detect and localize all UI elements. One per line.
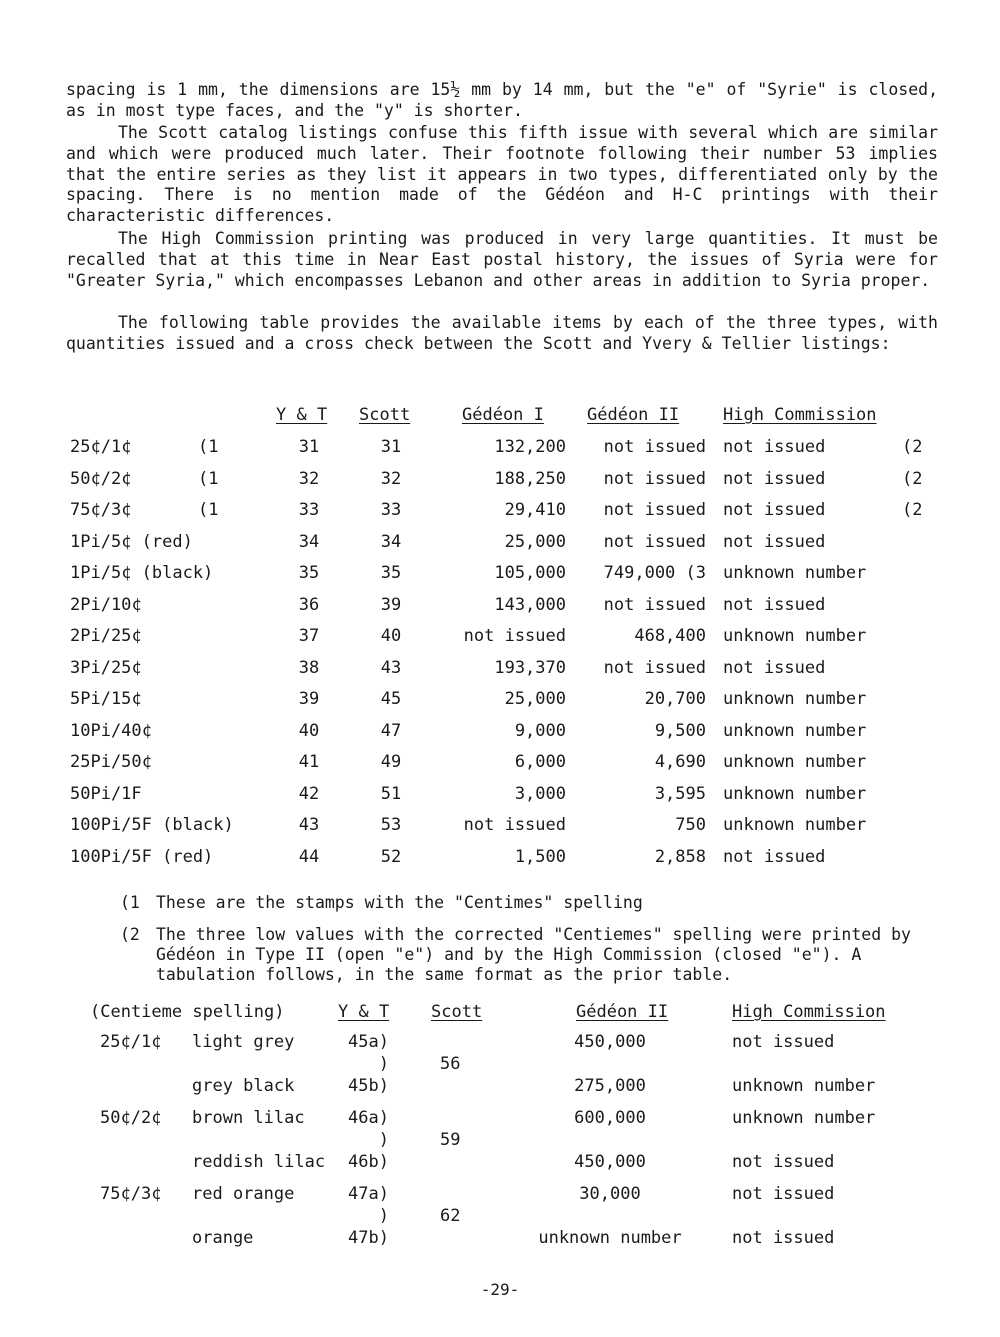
cell-g2: not issued [603,657,706,678]
cell-g2: 2,858 [654,846,706,867]
cell-hc: not issued [723,437,826,457]
header-yt: Y & T [338,1002,390,1022]
cell-value: 2Pi/10¢ [70,594,142,615]
paragraph-table-intro: The following table provides the available items by each of the three types, with quantities issued and a cross check between the Scott and Yvery & Tellier listings: [66,313,938,353]
cell-yt: 37 [298,626,320,646]
cell-yt: 36 [298,594,320,615]
footnote-mark: (2 [120,925,140,944]
cell-g2: 450,000 [574,1032,646,1052]
cell-g2: 3,595 [654,783,706,804]
cell-yt: 45a) [348,1032,389,1052]
cell-g2: 749,000 (3 [603,563,706,583]
cell-hc: not issued [732,1184,835,1204]
cell-color: orange [192,1228,254,1248]
cell-ref: (1 [198,468,219,489]
table-row [66,469,946,495]
cell-yt: 46a) [348,1108,389,1128]
cell-hc: unknown number [732,1076,876,1096]
cell-yt: 41 [298,752,320,772]
cell-color: grey black [192,1076,295,1096]
cell-g1: not issued [463,815,566,835]
paragraph-scott-listings: The Scott catalog listings confuse this fifth issue with several which are similar and which were produced much later. Their footnote following their number 53 implies that the entire series as they list it appears in two types, differentiated only by the spacing. There is no mention made of the Gédéon and H-C printings with their characteristic differences. [66,123,938,226]
cell-g2: not issued [603,468,706,489]
table-row [66,658,946,684]
cell-ref: (1 [198,437,219,457]
cell-yt: 32 [298,468,320,489]
header-high-commission: High Commission [732,1002,886,1022]
table-row [66,815,946,841]
cell-yt: 46b) [348,1152,389,1172]
paragraph-high-commission: The High Commission printing was produced in very large quantities. It must be recalled that at this time in Near East postal history, the issues of Syria were for "Greater Syria," which encompasses Lebanon and other areas in addition to Syria proper. [66,229,938,290]
cell-scott: 56 [440,1054,461,1074]
cell-hc: unknown number [723,783,867,804]
header-gedeon-2: Gédéon II [587,405,680,425]
footnote-2 [120,925,940,985]
cell-yt: ) [378,1130,389,1150]
cell-hc: not issued [732,1152,835,1172]
table-row [66,689,946,715]
cell-hc: unknown number [723,752,867,772]
cell-hc: not issued [723,846,826,867]
cell-yt: 47a) [348,1184,389,1204]
cell-scott: 45 [380,689,402,709]
table-row [66,721,946,747]
cell-yt: 31 [298,437,320,457]
footnote-1 [120,893,940,913]
cell-g2: 30,000 [579,1184,641,1204]
cell-value: 50Pi/1F [70,783,142,804]
table-row [66,595,946,621]
cell-hc: not issued [723,500,826,520]
cell-value: 75¢/3¢ [100,1184,162,1204]
cell-g2: 750 [675,815,706,835]
table-row [66,532,946,558]
cell-hc: unknown number [723,563,867,583]
cell-value: 50¢/2¢ [70,468,132,489]
header-gedeon-2: Gédéon II [576,1002,669,1022]
cell-hc: not issued [723,531,826,552]
cell-yt: ) [378,1206,389,1226]
cell-g1: 132,200 [494,437,566,457]
cell-scott: 32 [380,468,402,489]
cell-value: 75¢/3¢ [70,500,132,520]
cell-scott: 59 [440,1130,461,1150]
cell-g2: not issued [603,437,706,457]
cell-g1: 29,410 [504,500,566,520]
cell-g2: unknown number [538,1228,682,1248]
cell-hc: not issued [723,468,826,489]
cell-scott: 40 [380,626,402,646]
cell-hc: not issued [723,657,826,678]
cell-value: 25Pi/50¢ [70,752,152,772]
cell-scott: 43 [380,657,402,678]
cell-hc: unknown number [723,720,867,741]
cell-yt: 39 [298,689,320,709]
cell-g1: 9,000 [514,720,566,741]
cell-yt: 47b) [348,1228,389,1248]
header-high-commission: High Commission [723,405,877,425]
cell-scott: 53 [380,815,402,835]
cell-scott: 33 [380,500,402,520]
cell-color: red orange [192,1184,295,1204]
cell-g1: 3,000 [514,783,566,804]
cell-g2: 450,000 [574,1152,646,1172]
table-header-row [90,1002,970,1028]
cell-g1: 1,500 [514,846,566,867]
cell-value: 100Pi/5F (red) [70,846,214,867]
cell-value: 25¢/1¢ [100,1032,162,1052]
cell-yt: 35 [298,563,320,583]
cell-scott: 39 [380,594,402,615]
cell-scott: 35 [380,563,402,583]
cell-g1: 6,000 [514,752,566,772]
table-header-row [66,405,946,431]
cell-hc: unknown number [723,626,867,646]
cell-color: reddish lilac [192,1152,326,1172]
table-row [66,626,946,652]
footnote-text: The three low values with the corrected "Centiemes" spelling were printed by Gédéon in Type II (open "e") and by the High Commission (closed "e"). A tabulation follows, in the same format as the prior table. [156,925,911,984]
cell-ref2: (2 [902,468,923,489]
cell-scott: 47 [380,720,402,741]
cell-g2: not issued [603,594,706,615]
cell-g2: not issued [603,500,706,520]
cell-yt: 43 [298,815,320,835]
cell-yt: 34 [298,531,320,552]
cell-scott: 49 [380,752,402,772]
cell-g1: 188,250 [494,468,566,489]
table-row [90,1228,970,1254]
cell-value: 25¢/1¢ [70,437,132,457]
cell-yt: 33 [298,500,320,520]
header-yt: Y & T [276,405,328,425]
footnote-mark: (1 [120,893,140,912]
cell-g2: not issued [603,531,706,552]
cell-ref2: (2 [902,500,923,520]
table-row [66,563,946,589]
cell-g2: 4,690 [654,752,706,772]
cell-hc: not issued [723,594,826,615]
cell-g2: 9,500 [654,720,706,741]
cell-g1: 193,370 [494,657,566,678]
header-scott: Scott [431,1002,483,1022]
cell-value: 1Pi/5¢ (black) [70,563,214,583]
table-row [66,437,946,463]
cell-hc: unknown number [723,689,867,709]
cell-yt: 44 [298,846,320,867]
footnotes [120,893,940,993]
header-gedeon-1: Gédéon I [462,405,544,425]
cell-scott: 62 [440,1206,461,1226]
cell-hc: unknown number [723,815,867,835]
cell-value: 50¢/2¢ [100,1108,162,1128]
cell-yt: 38 [298,657,320,678]
cell-g2: 468,400 [634,626,706,646]
cell-value: 5Pi/15¢ [70,689,142,709]
cell-g2: 20,700 [644,689,706,709]
cell-scott: 51 [380,783,402,804]
table-row [66,784,946,810]
cell-hc: not issued [732,1032,835,1052]
paragraph-spacing: spacing is 1 mm, the dimensions are 15½ mm by 14 mm, but the "e" of "Syrie" is closed, as in most type faces, and the "y" is shorter. [66,80,938,120]
header-scott: Scott [359,405,411,425]
cell-g2: 600,000 [574,1108,646,1128]
table-row [90,1076,970,1102]
cell-value: 3Pi/25¢ [70,657,142,678]
cell-hc: not issued [732,1228,835,1248]
cell-yt: 42 [298,783,320,804]
cell-value: 100Pi/5F (black) [70,815,234,835]
table-row [66,752,946,778]
cell-ref: (1 [198,500,219,520]
page-number: -29- [480,1280,520,1299]
cell-color: light grey [192,1032,295,1052]
cell-ref2: (2 [902,437,923,457]
table-row [66,847,946,873]
footnote-text: These are the stamps with the "Centimes" spelling [156,893,643,912]
cell-scott: 34 [380,531,402,552]
cell-hc: unknown number [732,1108,876,1128]
cell-value: 1Pi/5¢ (red) [70,531,193,552]
cell-g1: not issued [463,626,566,646]
cell-yt: 40 [298,720,320,741]
table-row [90,1152,970,1178]
cell-scott: 31 [380,437,402,457]
cell-color: brown lilac [192,1108,305,1128]
cell-g1: 143,000 [494,594,566,615]
cell-g1: 25,000 [504,689,566,709]
cell-value: 2Pi/25¢ [70,626,142,646]
cell-scott: 52 [380,846,402,867]
table-row [66,500,946,526]
cell-g1: 25,000 [504,531,566,552]
cell-value: 10Pi/40¢ [70,720,152,741]
header-centieme-spelling: (Centieme spelling) [90,1002,285,1022]
cell-g1: 105,000 [494,563,566,583]
cell-yt: 45b) [348,1076,389,1096]
cell-yt: ) [378,1054,389,1074]
cell-g2: 275,000 [574,1076,646,1096]
